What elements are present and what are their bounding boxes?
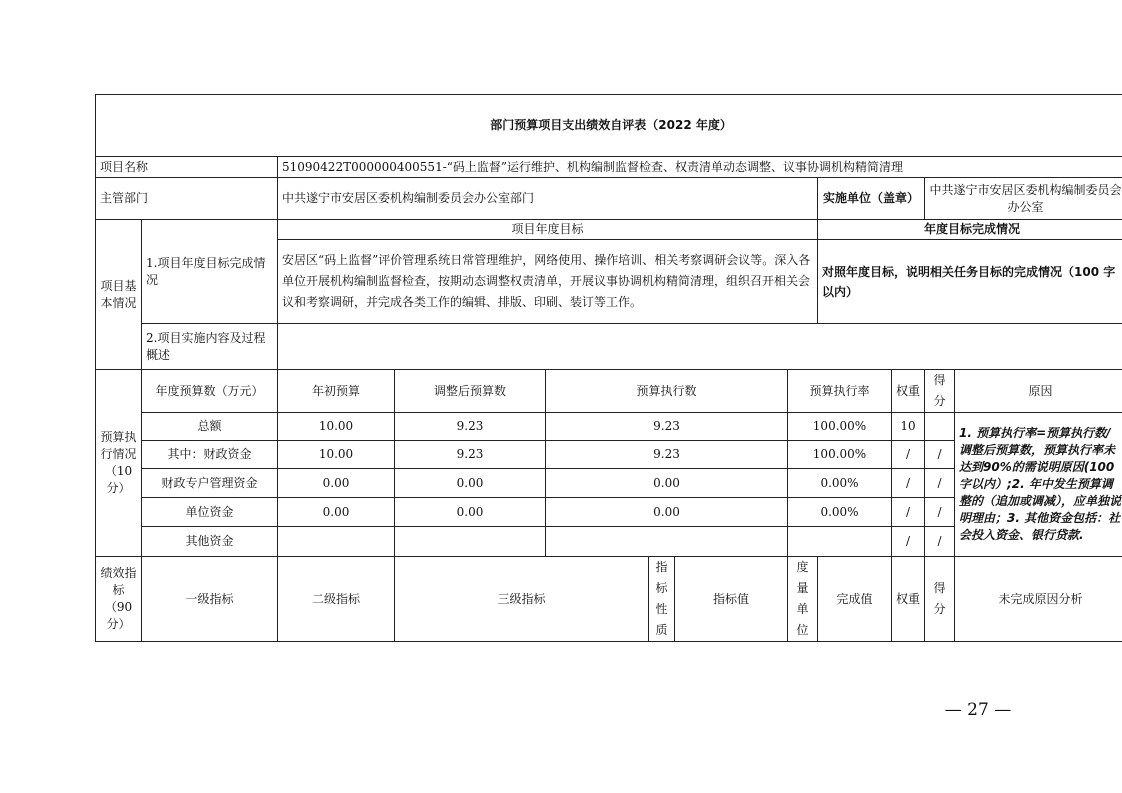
annual-target-header: 项目年度目标: [278, 220, 818, 240]
budget-row-3-weight: /: [892, 498, 925, 527]
budget-row-4-initial: [278, 527, 395, 557]
budget-row-1-rate: 100.00%: [788, 441, 892, 469]
budget-row-3-initial: 0.00: [278, 498, 395, 527]
perf-header-value: 指标值: [675, 557, 788, 642]
perf-header-level1: 一级指标: [142, 557, 278, 642]
project-name-value: 51090422T000000400551-“码上监督”运行维护、机构编制监督检查、权责清单动态调整、议事协调机构精简清理: [278, 157, 1122, 178]
budget-row-0-rate: 100.00%: [788, 413, 892, 441]
impl-unit-value: 中共遂宁市安居区委机构编制委员会办公室: [925, 178, 1122, 220]
item1-label: 1.项目年度目标完成情况: [142, 220, 278, 324]
perf-header-nature: 指标性质: [649, 557, 675, 642]
budget-row-2-initial: 0.00: [278, 469, 395, 498]
budget-row-2-executed: 0.00: [546, 469, 788, 498]
budget-section-label: 预算执行情况（10分）: [96, 370, 142, 557]
budget-row-3-item: 单位资金: [142, 498, 278, 527]
budget-row-4-item: 其他资金: [142, 527, 278, 557]
budget-row-3-executed: 0.00: [546, 498, 788, 527]
budget-row-4-score: /: [925, 527, 955, 557]
budget-row-0-score: [925, 413, 955, 441]
perf-section-label: 绩效指标（90分）: [96, 557, 142, 642]
budget-row-3-adjusted: 0.00: [395, 498, 546, 527]
budget-row-4-weight: /: [892, 527, 925, 557]
budget-row-0-weight: 10: [892, 413, 925, 441]
budget-row-4-adjusted: [395, 527, 546, 557]
dept-label: 主管部门: [96, 178, 278, 220]
page-number: — 27 —: [944, 700, 1012, 720]
dept-value: 中共遂宁市安居区委机构编制委员会办公室部门: [278, 178, 818, 220]
perf-header-completed: 完成值: [818, 557, 892, 642]
budget-row-2-adjusted: 0.00: [395, 469, 546, 498]
perf-header-unit: 度量单位: [788, 557, 818, 642]
budget-row-0-item: 总额: [142, 413, 278, 441]
budget-row-1-weight: /: [892, 441, 925, 469]
budget-header-initial: 年初预算: [278, 370, 395, 413]
budget-row-0-executed: 9.23: [546, 413, 788, 441]
perf-header-reason: 未完成原因分析: [955, 557, 1122, 642]
budget-row-1-score: /: [925, 441, 955, 469]
budget-header-score: 得分: [925, 370, 955, 413]
budget-row-0-adjusted: 9.23: [395, 413, 546, 441]
item2-label: 2.项目实施内容及过程概述: [142, 324, 278, 370]
budget-header-reason: 原因: [955, 370, 1122, 413]
perf-header-score: 得分: [925, 557, 955, 642]
budget-row-3-rate: 0.00%: [788, 498, 892, 527]
budget-header-item: 年度预算数（万元）: [142, 370, 278, 413]
budget-row-4-rate: [788, 527, 892, 557]
budget-row-2-rate: 0.00%: [788, 469, 892, 498]
perf-header-level2: 二级指标: [278, 557, 395, 642]
budget-row-1-executed: 9.23: [546, 441, 788, 469]
budget-row-1-adjusted: 9.23: [395, 441, 546, 469]
budget-row-1-initial: 10.00: [278, 441, 395, 469]
basic-info-label: 项目基本情况: [96, 220, 142, 370]
impl-unit-label: 实施单位（盖章）: [818, 178, 925, 220]
page-title: 部门预算项目支出绩效自评表（2022 年度）: [96, 95, 1122, 157]
budget-header-rate: 预算执行率: [788, 370, 892, 413]
budget-row-2-weight: /: [892, 469, 925, 498]
budget-header-weight: 权重: [892, 370, 925, 413]
budget-header-adjusted: 调整后预算数: [395, 370, 546, 413]
perf-header-weight: 权重: [892, 557, 925, 642]
budget-row-2-score: /: [925, 469, 955, 498]
budget-reason-note: 1. 预算执行率=预算执行数/调整后预算数，预算执行率未达到90%的需说明原因(100 字以内）;2. 年中发生预算调整的（追加或调减），应单独说明理由；3. 其他资金包括：社会投入资金、银行贷款.: [955, 413, 1122, 557]
completion-header: 年度目标完成情况: [818, 220, 1122, 240]
item1-completion: 对照年度目标，说明相关任务目标的完成情况（100 字以内）: [818, 240, 1122, 324]
budget-row-1-item: 其中：财政资金: [142, 441, 278, 469]
item2-content: [278, 324, 1122, 370]
budget-row-4-executed: [546, 527, 788, 557]
budget-row-0-initial: 10.00: [278, 413, 395, 441]
item1-content: 安居区“码上监督”评价管理系统日常管理维护，网络使用、操作培训、相关考察调研会议等。深入各单位开展机构编制监督检查，按期动态调整权责清单，开展议事协调机构精简清理，组织召开相关会议和考察调研，并完成各类工作的编辑、排版、印刷、装订等工作。: [278, 240, 818, 324]
project-name-label: 项目名称: [96, 157, 278, 178]
budget-header-executed: 预算执行数: [546, 370, 788, 413]
budget-row-3-score: /: [925, 498, 955, 527]
budget-row-2-item: 财政专户管理资金: [142, 469, 278, 498]
perf-header-level3: 三级指标: [395, 557, 649, 642]
performance-self-evaluation-table: [95, 94, 1122, 642]
